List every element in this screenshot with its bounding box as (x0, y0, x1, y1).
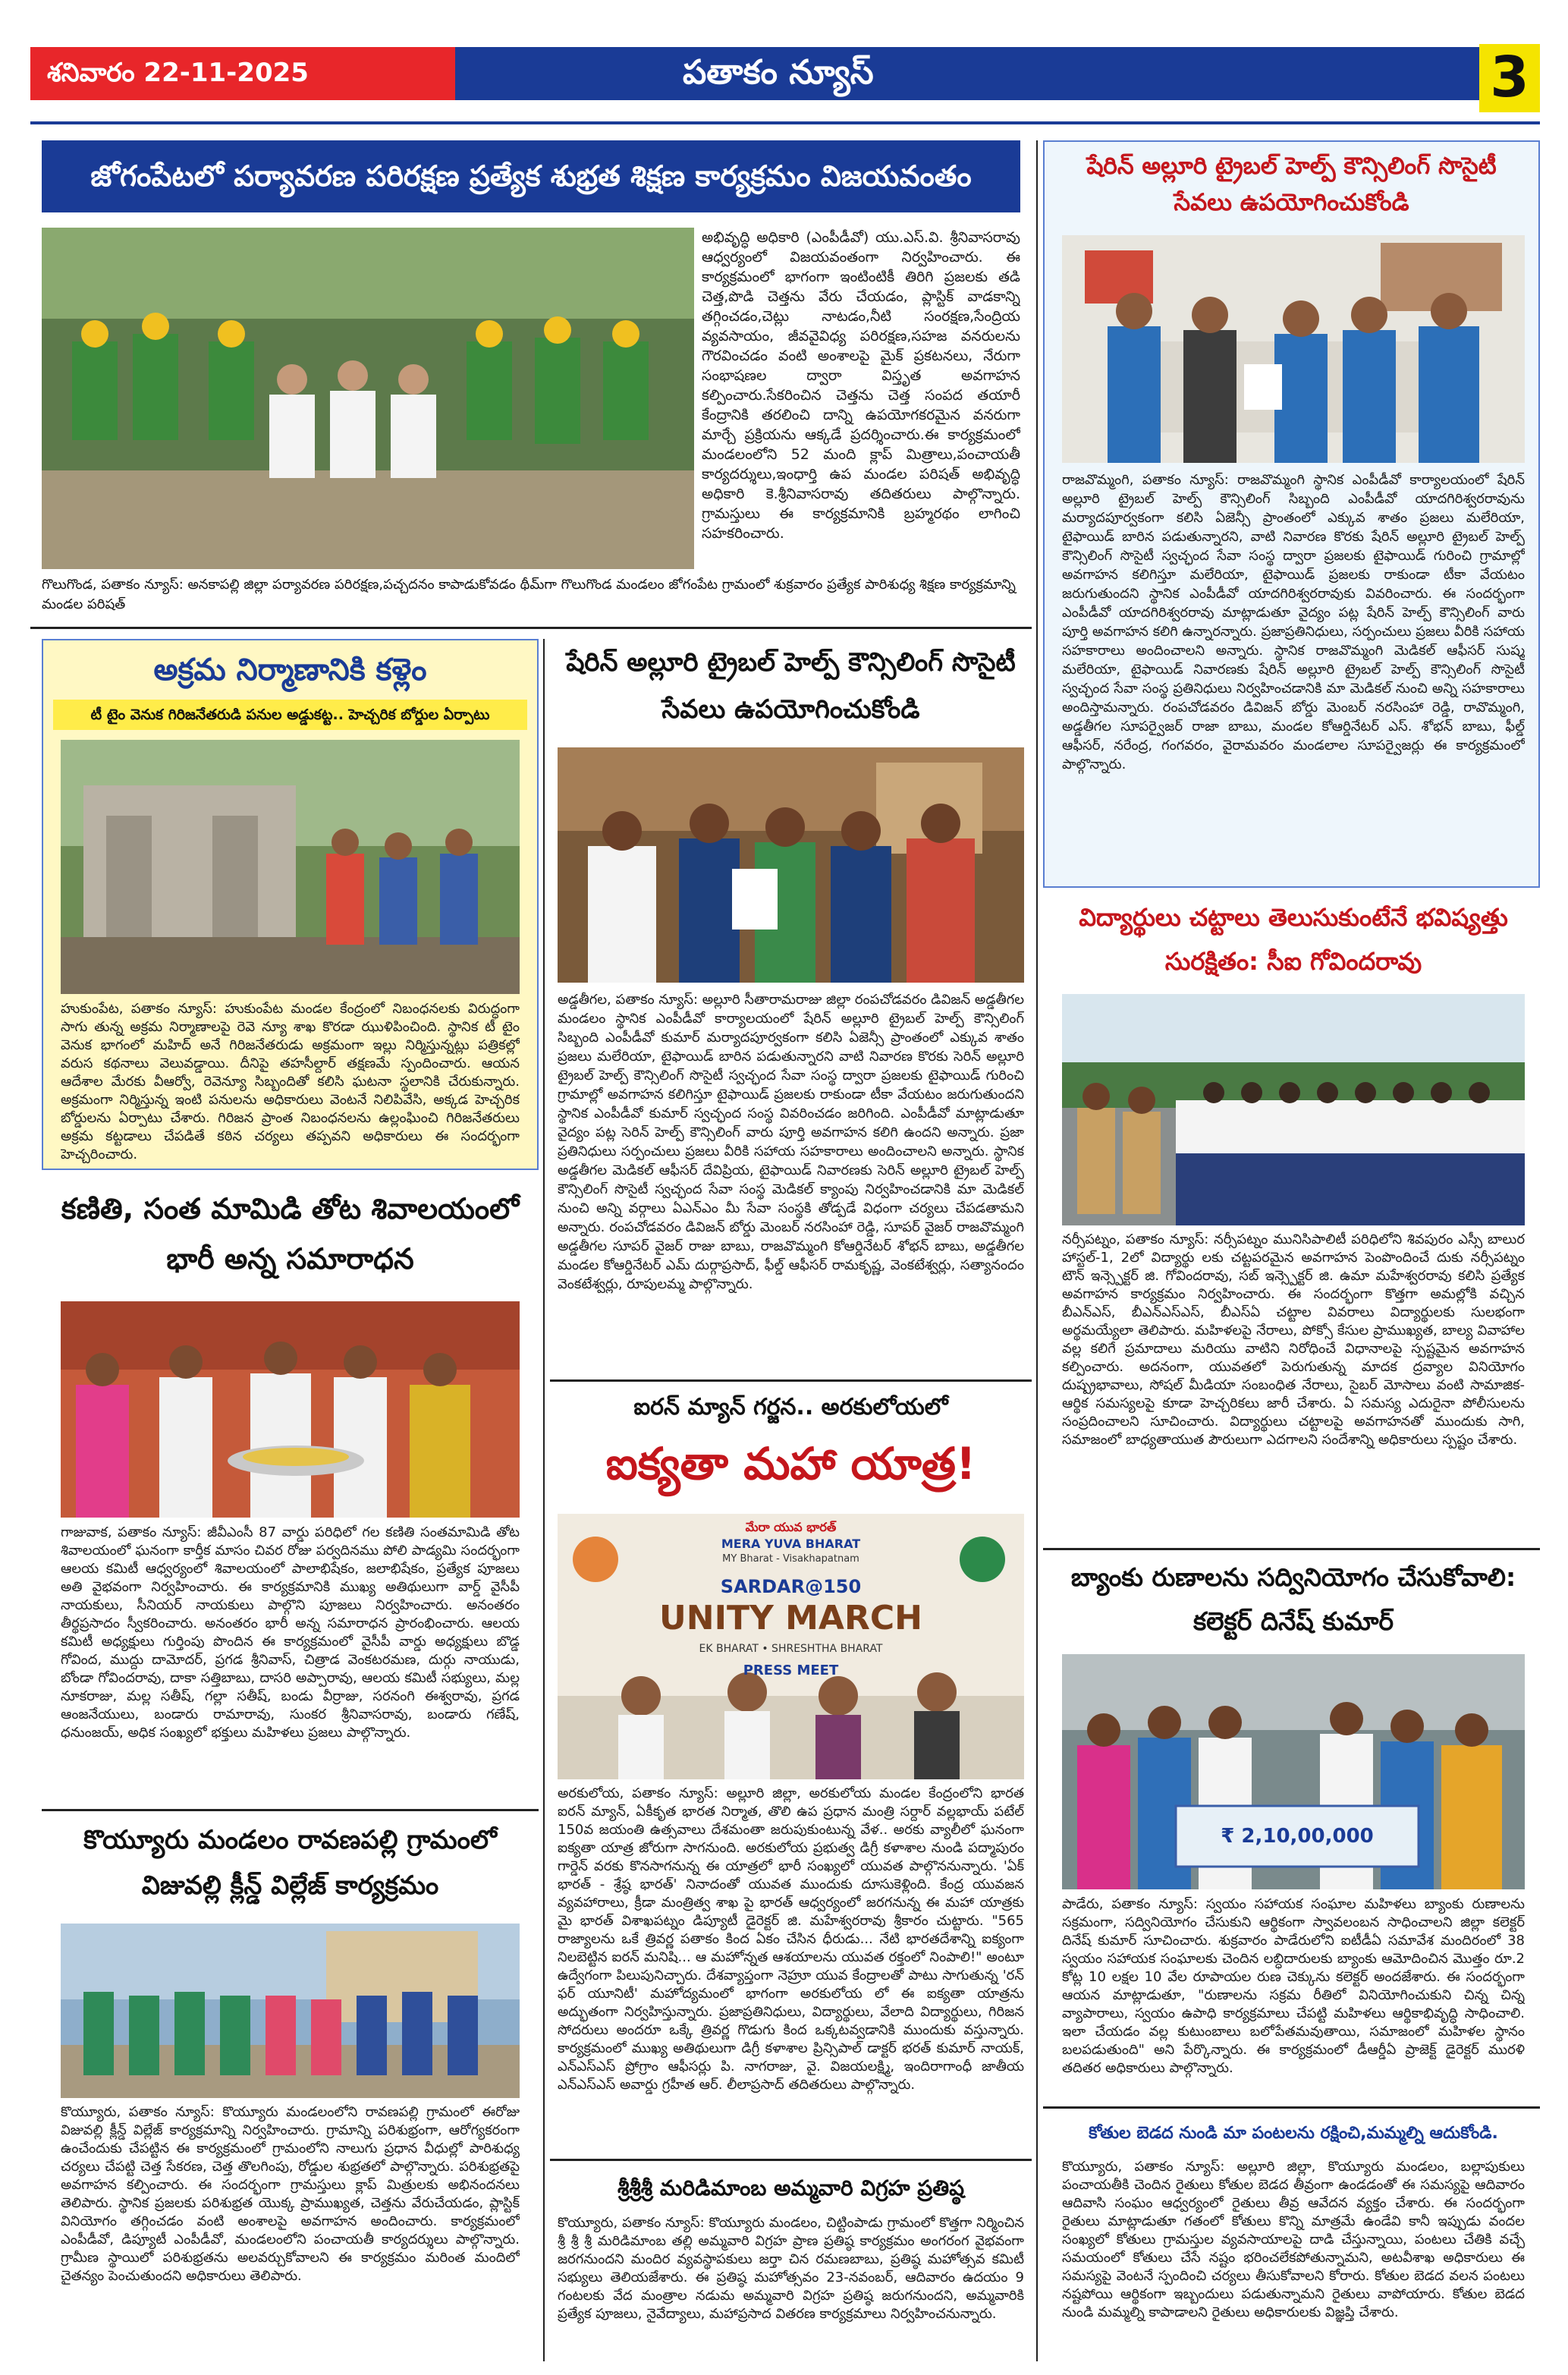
story1-caption: గొలుగొండ, పతాకం న్యూస్: అనకాపల్లి జిల్లా పర్యావరణ పరిరక్షణ,పచ్చదనం కాపాడుకోవడం థీమ్‌గా గొలుగొండ మండలం జోగంపేట గ్రామంలో శుక్రవారం ప్రత్యేక పారిశుధ్య శిక్షణ కార్యక్రమాన్ని మండల పరిషత్ (42, 577, 1016, 612)
story8-body: కొయ్యూరు, పతాకం న్యూస్: కొయ్యూరు మండలం, చిట్టింపాడు గ్రామంలో కొత్తగా నిర్మించిన శ్రీ శ్రీ శ్రీ మరిడిమాంబ తల్లి అమ్మవారి విగ్రహ ప్రాణ ప్రతిష్ఠ కార్యక్రమం అంగరంగ వైభవంగా జరగనుందని మందిర వ్యవస్థాపకులు జర్తా చిన రమణబాబు, ప్రతిష్ఠ మహోత్సవ కమిటీ సభ్యులు తెలియజేశారు. ఈ ప్రతిష్ఠ మహోత్సవం 23-నవంబర్, ఆదివారం ఉదయం 9 గంటలకు వేద మంత్రాల నడుమ అమ్మవారి విగ్రహ ప్రతిష్ఠ జరుగనుందని, అమ్మవారికి ప్రత్యేక పూజలు, నైవేద్యాలు, మహాప్రసాద వితరణ కార్యక్రమాలు నిర్వహించనున్నారు. (558, 2215, 1024, 2322)
story1-headline: జోగంపేటలో పర్యావరణ పరిరక్షణ ప్రత్యేక శుభ్రత శిక్షణ కార్యక్రమం విజయవంతం (42, 140, 1020, 212)
divider (1043, 2106, 1540, 2109)
story3-subhead: టీ టైం వెనుక గిరిజనేతరుడి పనుల అడ్డుకట్ట.. హెచ్చరిక బోర్డుల ఏర్పాటు (53, 700, 527, 730)
poster-line: EK BHARAT • SHRESHTHA BHARAT (699, 1643, 883, 1655)
divider (550, 1379, 1032, 1382)
masthead-title: పతాకం న్యూస్ (455, 47, 1479, 100)
poster-line: SARDAR@150 (720, 1576, 862, 1597)
story9-headline: విద్యార్థులు చట్టాలు తెలుసుకుంటేనే భవిష్యత్తు సురక్షితం: సీఐ గోవిందరావు (1079, 903, 1508, 976)
story7-body: అరకులోయ, పతాకం న్యూస్: అల్లూరి జిల్లా, అరకులోయ మండల కేంద్రంలోని భారత ఐరన్ మ్యాన్, ఏకీకృత భారత నిర్మాత, తొలి ఉప ప్రధాన మంత్రి సర్దార్ వల్లభాయ్ పటేల్ 150వ జయంతి ఉత్సవాలు దేశమంతా జరుపుకుంటున్న వేళ.. అరకు వ్యాలీలో ఘనంగా ఐక్యతా యాత్ర జోరుగా సాగనుంది. అరకులోయ ప్రభుత్వ డిగ్రీ కళాశాల నుండి పద్మాపురం గార్డెన్ వరకు కొనసాగనున్న ఈ యాత్రలో భారీ సంఖ్యలో యువత పాల్గొననున్నారు. 'ఏక్ భారత్ - శ్రేష్ఠ భారత్' నినాదంతో యువత ముందుకు దూసుకెళ్లింది. కేంద్ర యువజన వ్యవహారాలు, క్రీడా మంత్రిత్వ శాఖ పై భారత్ ఆధ్వర్యంలో జరగనున్న ఈ మహా యాత్రకు మై భారత్ విశాఖపట్నం డిప్యూటీ డైరెక్టర్ జి. మహేశ్వరరావు శ్రీకారం చుట్టారు. "565 రాజ్యాలను ఒకే త్రివర్ణ పతాకం కింద ఏకం చేసిన ధీరుడు... నేటి భారతదేశాన్ని ఐక్యంగా నిలబెట్టిన ఐరన్ మనిషి... ఆ మహోన్నత ఆశయాలను యువత రక్తంలో నింపాలి!" అంటూ ఉద్వేగంగా పిలుపునిచ్చారు. దేశవ్యాప్తంగా నెహ్రూ యువ కేంద్రాలతో పాటు సాగుతున్న 'రన్ ఫర్ యూనిటీ' మహోద్యమంలో భాగంగా అరకులోయ లో ఈ ఐక్యతా యాత్రను అద్భుతంగా నిర్వహిస్తున్నారు. ప్రజాప్రతినిధులు, విద్యార్థులు, వేలాది విద్యార్థులు, గిరిజన సోదరులు అందరూ ఒక్కే త్రివర్ణ గొడుగు కింద ఒక్కటవ్వడానికి ముందుకు వస్తున్నారు. కార్యక్రమంలో ముఖ్య అతిథులుగా డిగ్రీ కళాశాల ప్రిన్సిపాల్ డాక్టర్ భరత్ కుమార్ నాయక్, ఎన్ఎస్ఎస్ ప్రోగ్రాం ఆఫీసర్లు పి. నాగరాజు, వై. విజయలక్ష్మి, ఇందిరాగాంధీ జాతీయ ఎన్ఎస్ఎస్ అవార్డు గ్రహీత ఆర్. లీలాప్రసాద్ తదితరులు పాల్గొన్నారు. (558, 1785, 1024, 2093)
divider (1043, 1548, 1540, 1550)
poster-line: మేరా యువ భారత్ (745, 1520, 837, 1534)
story8-headline: శ్రీశ్రీశ్రీ మరిడిమాంబ అమ్మవారి విగ్రహ ప్రతిష్ఠ (617, 2175, 965, 2200)
column-divider (543, 639, 545, 2361)
poster-line: UNITY MARCH (659, 1599, 922, 1637)
story11-body: కొయ్యూరు, పతాకం న్యూస్: అల్లూరి జిల్లా, కొయ్యూరు మండలం, బల్లాపుకులు పంచాయతీకి చెందిన రైతులు కోతుల బెడద తీవ్రంగా ఉండడంతో ఈ సమస్యపై ఆదివారం ఆదివాసి సంఘం ఆధ్వర్యంలో రైతులు తీవ్ర ఆవేదన వ్యక్తం చేశారు. ఈ సందర్భంగా రైతులు మాట్లాడుతూ గతంలో కోతులు కొన్ని మాత్రమే ఉండేవి కానీ ఇప్పుడు వందల సంఖ్యలో కోతులు గ్రామస్తుల వ్యవసాయాలపై దాడి చేస్తున్నాయి, పంటలు చేతికి వచ్చే సమయంలో కోతులు చేసే నష్టం భరించలేకపోతున్నామని, అటవీశాఖ అధికారులు ఈ సమస్యపై వెంటనే స్పందించి చర్యలు తీసుకోవాలని కోరారు. కోతుల బెడద వలన పంటలు నష్టపోయి ఆర్థికంగా ఇబ్బందులు పడుతున్నామని రైతులు వాపోయారు. కోతుల బెడద నుండి మమ్మల్ని కాపాడాలని రైతులు అధికారులకు విజ్ఞప్తి చేశారు. (1062, 2159, 1525, 2320)
column-divider (1036, 140, 1038, 2361)
story2-body: రాజవొమ్మంగి, పతాకం న్యూస్: రాజవొమ్మంగి స్థానిక ఎంపీడీవో కార్యాలయంలో షేరిన్ అల్లూరి ట్రైబల్ హెల్ప్ కౌన్సిలింగ్ సిబ్బంది ఎంపీడీవో యాదగిరిశ్వరరావును మర్యాదపూర్వకంగా కలిసి ఏజెన్సీ ప్రాంతంలో ఎక్కువ శాతం ప్రజలు మలేరియా, టైఫాయిడ్ బారిన పడుతున్నారని, వాటి నివారణ కొరకు షేరిన్ అల్లూరి ట్రైబల్ హెల్ప్ కౌన్సిలింగ్ సొసైటీ స్వచ్ఛంద సేవా సంస్థ ద్వారా ప్రజలకు టైఫాయిడ్ గురించి గ్రామాల్లో అవగాహన కలిగిస్తూ మలేరియా, టైఫాయిడ్ ప్రజలకు రాకుండా టీకా వేయటం జరుగుతుందని స్థానిక ఎంపీడీవో యాదగిరిశ్వరరావుకు వివరించారు. ఈ సందర్భంగా ఎంపీడీవో యాదగిరిశ్వరరావు మాట్లాడుతూ వైద్యం పట్ల షేరిన్ హెల్ప్ కౌన్సిలింగ్ వారు పూర్తి అవగాహన కలిగి ఉన్నారన్నారు. ప్రజాప్రతినిధులు, సర్పంచులు ప్రజలు వీరికి సహాయ సహకారాలు అందించాలని అన్నారు. స్థానిక రాజవొమ్మంగి మెడికల్ ఆఫీసర్ సుష్మ మలేరియా, టైఫాయిడ్ నివారణకు షేరిన్ అల్లూరి ట్రైబల్ హెల్ప్ కౌన్సిలింగ్ సొసైటీ స్వచ్ఛంద సేవా సంస్థ ప్రతినిధులు నిర్వహించడానికి మా మెడికల్ నుంచి అన్ని సహకారాలు అందిస్తామన్నారు. రంపచోడవరం డివిజన్ బోర్డు మెంబర్ నరసింహా రెడ్డి, రావొమ్మంగి, అడ్డతీగల సూపర్వైజర్ రాజా బాబు, మండల కోఆర్డినేటర్ ఎస్. శోభన్ బాబు, ఫీల్డ్ ఆఫీసర్, నరేంద్ర, గంగవరం, వైరామవరం మండలాల సూపర్వైజర్లు ఈ కార్యక్రమంలో పాల్గొన్నారు. (1062, 472, 1525, 772)
story10-photo (1062, 1654, 1525, 1889)
story5-headline: కొయ్యూరు మండలం రావణపల్లి గ్రామంలో విజువల్లి క్లీన్డ్ విల్లేజ్ కార్యక్రమం (83, 1825, 497, 1901)
story5-photo (61, 1924, 520, 2098)
divider (30, 627, 1032, 629)
story5-body: కొయ్యూరు, పతాకం న్యూస్: కొయ్యూరు మండలంలోని రావణపల్లి గ్రామంలో ఈరోజు విజువల్లి క్లీన్డ్ విల్లేజ్ కార్యక్రమాన్ని నిర్వహించారు. గ్రామాన్ని పరిశుభ్రంగా, ఆరోగ్యకరంగా ఉంచేందుకు చేపట్టిన ఈ కార్యక్రమంలో గ్రామంలోని నాలుగు ప్రధాన వీధుల్లో పారిశుధ్య చర్యలు చేపట్టి చెత్త సేకరణ, చెత్త తొలగింపు, రోడ్డుల శుభ్రతలో పాల్గొన్నారు. పరిశుభ్రతపై అవగాహన కల్పించారు. ఈ సందర్భంగా గ్రామస్తులు క్లాప్ మిత్రులకు అభినందనలు తెలిపారు. స్థానిక ప్రజలకు పరిశుభ్రత యొక్క ప్రాముఖ్యత, చెత్తను వేరుచేయడం, ప్లాస్టిక్ వినియోగం తగ్గించడం వంటి అంశాలపై అవగాహన అందించారు. కార్యక్రమంలో ఎంపీడీవో, డిప్యూటీ ఎంపీడీవో, మండలంలోని పంచాయతీ కార్యదర్శులు పాల్గొన్నారు. గ్రామీణ స్థాయిలో పరిశుభ్రతను అలవర్చుకోవాలని ఈ కార్యక్రమం మరింత మందిలో చైతన్యం పెంచుతుందని అధికారులు తెలిపారు. (61, 2104, 520, 2284)
story9-photo (1062, 994, 1525, 1225)
story10-body: పాడేరు, పతాకం న్యూస్: స్వయం సహాయక సంఘాల మహిళలు బ్యాంకు రుణాలను సక్రమంగా, సద్వినియోగం చేసుకుని ఆర్థికంగా స్వావలంబన సాధించాలని జిల్లా కలెక్టర్ దినేష్ కుమార్ సూచించారు. శుక్రవారం పాడేరులోని ఐటీడీఏ సమావేశ మందిరంలో 38 స్వయం సహాయక సంఘాలకు చెందిన లబ్ధిదారులకు బ్యాంకు ఆమోదించిన మొత్తం రూ.2 కోట్ల 10 లక్షల 10 వేల రూపాయల రుణ చెక్కును కలెక్టర్ అందజేశారు. ఈ సందర్భంగా ఆయన మాట్లాడుతూ, "రుణాలను సక్రమ రీతిలో వినియోగించుకుని చిన్న చిన్న వ్యాపారాలు, స్వయం ఉపాధి కార్యక్రమాలు చేపట్టి మహిళలు ఆర్థికాభివృద్ధి సాధించాలి. ఇలా చేయడం వల్ల కుటుంబాలు బలోపేతమవుతాయి, సమాజంలో మహిళల స్థానం బలపడుతుంది" అని పేర్కొన్నారు. ఈ కార్యక్రమంలో డీఆర్డీఏ ప్రాజెక్ట్ డైరెక్టర్ మురళి తదితర అధికారులు పాల్గొన్నారు. (1062, 1896, 1525, 2076)
masthead-date: శనివారం 22-11-2025 (30, 47, 455, 100)
story1-photo (42, 228, 694, 569)
divider (42, 1809, 539, 1811)
story2-photo (1062, 235, 1525, 463)
page-number: 3 (1479, 44, 1540, 112)
poster-line: MERA YUVA BHARAT (721, 1537, 861, 1551)
story3-headline: అక్రమ నిర్మాణానికి కళ్లెం (153, 653, 427, 687)
story7-kicker: ఐరన్ మ్యాన్ గర్జన.. అరకులోయలో (633, 1394, 948, 1420)
poster-line: MY Bharat - Visakhapatnam (722, 1553, 859, 1565)
story7-photo (558, 1514, 1024, 1779)
story11-headline: కోతుల బెడద నుండి మా పంటలను రక్షించి,మమ్మల్ని ఆదుకోండి. (1089, 2124, 1498, 2143)
story3-photo (61, 740, 520, 994)
divider (550, 2159, 1032, 2161)
cheque-amount: ₹ 2,10,00,000 (1221, 1825, 1374, 1848)
story4-headline: కణితి, సంత మామిడి తోట శివాలయంలో భారీ అన్న సమారాధన (61, 1192, 520, 1276)
story1-body: అభివృద్ధి అధికారి (ఎంపీడీవో) యు.ఎస్.వి. శ్రీనివాసరావు ఆధ్వర్యంలో విజయవంతంగా నిర్వహించారు. ఈ కార్యక్రమంలో భాగంగా ఇంటింటికీ తిరిగి ప్రజలకు తడి చెత్త,పొడి చెత్తను వేరు చేయడం, ప్లాస్టిక్ వాడకాన్ని తగ్గించడం,చెట్లు నాటడం,నీటి సంరక్షణ,సేంద్రియ వ్యవసాయం, జీవవైవిధ్య పరిరక్షణ,సహజ వనరులను గౌరవించడం వంటి అంశాలపై మైక్ ప్రకటనలు, నేరుగా సంభాషణల ద్వారా విస్తృత అవగాహన కల్పించారు.సేకరించిన చెత్తను చెత్త సంపద తయారీ కేంద్రానికి తరలించి దాన్ని ఉపయోగకరమైన వనరుగా మార్చే ప్రక్రియను ఆక్కడే ప్రదర్శించారు.ఈ కార్యక్రమంలో మండలంలోని 52 మంది క్లాప్ మిత్రాలు,పంచాయతీ కార్యదర్శులు,ఇంధార్తి ఉప మండల పరిషత్ అభివృద్ధి అధికారి కె.శ్రీనివాసరావు తదితరులు పాల్గొన్నారు. గ్రామస్తులు ఈ కార్యక్రమానికి బ్రహ్మరథం లాగించి సహకరించారు. (702, 229, 1020, 542)
story6-body: అడ్డతీగల, పతాకం న్యూస్: అల్లూరి సీతారామరాజు జిల్లా రంపచోడవరం డివిజన్ అడ్డతీగల మండలం స్థానిక ఎంపీడీవో కార్యాలయంలో షేరిన్ అల్లూరి ట్రైబల్ హెల్ప్ కౌన్సిలింగ్ సిబ్బంది ఎంపీడీవో కుమార్ మర్యాదపూర్వకంగా కలిసి ఏజెన్సీ ప్రాంతంలో ఎక్కువ శాతం ప్రజలు మలేరియా, టైఫాయిడ్ బారిన పడుతున్నారని వాటి నివారణ కొరకు సెరిన్ అల్లూరి ట్రైబల్ హెల్ప్ కౌన్సిలింగ్ సొసైటీ స్వచ్ఛంద సేవా సంస్థ ద్వారా ప్రజలకు టైఫాయిడ్ గురించి గ్రామాల్లో అవగాహన కలిగిస్తూ టైఫాయిడ్ ప్రజలకు రాకుండా టీకా వేయటం జరుగుతుందని స్థానిక ఎంపీడీవో కుమార్ స్వచ్ఛంద సంస్థ వివరించడం జరిగింది. ఎంపీడీవో మాట్లాడుతూ వైద్యం పట్ల సెరిన్ హెల్ప్ కౌన్సిలింగ్ వారు పూర్తి అవగాహన కలిగి ఉందని అన్నారు. ప్రజా ప్రతినిధులు సర్పంచులు ప్రజలు వీరికి సహాయ సహకారాలు అందించాలని అన్నారు. స్థానిక అడ్డతీగల మెడికల్ ఆఫీసర్ దేవిప్రియ, టైఫాయిడ్ నివారణకు సెరిన్ అల్లూరి ట్రైబల్ హెల్ప్ కౌన్సిలింగ్ సొసైటీ స్వచ్ఛంద సేవా సంస్థ మెడికల్ క్యాంపు నిర్వహించడానికి మా మెడికల్ నుంచి అన్ని వర్గాలు ఏఎన్ఎం మీ సేవా సంస్థకి తోడ్పడే విధంగా చర్యలు చేపడతామని అన్నారు. రంపచోడవరం డివిజన్ బోర్డు మెంబర్ నరసింహా రెడ్డి, సూపర్ వైజర్ రాజవొమ్మంగి అడ్డతీగల సూపర్ వైజర్ రాజు బాబు, రాజవొమ్మంగి కోఆర్డినేటర్ శోభన్ బాబు, అడ్డతీగల మండల కోఆర్డినేటర్ ఎమ్ దుర్గాప్రసాద్, ఫీల్డ్ ఆఫీసర్ రామకృష్ణ, వెంకటేశ్వర్లు, సత్యానందం వెంకటేశ్వర్లు, రూపులమ్మ పాల్గొన్నారు. (558, 992, 1024, 1292)
story10-headline: బ్యాంకు రుణాలను సద్వినియోగం చేసుకోవాలి: కలెక్టర్ దినేష్ కుమార్ (1070, 1562, 1516, 1636)
story3-body: హుకుంపేట, పతాకం న్యూస్: హుకుంపేట మండల కేంద్రంలో నిబంధనలకు విరుద్ధంగా సాగు తున్న అక్రమ నిర్మాణాలపై రెవె న్యూ శాఖ కొరడా ఝుళిపించింది. స్థానిక టీ టైం వెనుక భాగంలో మహిద్ అనే గిరిజనేతరుడు అక్రమంగా ఇల్లు నిర్మిస్తున్నట్లు పత్రికల్లో వరుస కథనాలు వెలువడ్డాయి. దీనిపై తహసీల్దార్ తక్షణమే స్పందించారు. ఆయన ఆదేశాల మేరకు వీఆర్వో, రెవెన్యూ సిబ్బందితో కలిసి ఘటనా స్థలానికి చేరుకున్నారు. అక్రమంగా నిర్మిస్తున్న ఇంటి పనులను అధికారులు వెంటనే నిలిపివేసి, అక్కడ హెచ్చరిక బోర్డులను ఏర్పాటు చేశారు. గిరిజన ప్రాంత నిబంధనలను ఉల్లంఘించి గిరిజనేతరులు అక్రమ కట్టడాలు చేపడితే కఠిన చర్యలు తప్పవని అధికారులు ఈ సందర్భంగా హెచ్చరించారు. (61, 1001, 520, 1162)
story2-headline: షేరిన్ అల్లూరి ట్రైబల్ హెల్ప్ కౌన్సిలింగ్ సొసైటీ సేవలు ఉపయోగించుకోండి (1086, 153, 1497, 216)
poster-line: PRESS MEET (743, 1662, 839, 1678)
story4-photo (61, 1301, 520, 1518)
story6-headline: షేరిన్ అల్లూరి ట్రైబల్ హెల్ప్ కౌన్సిలింగ్ సొసైటీ సేవలు ఉపయోగించుకోండి (566, 647, 1016, 725)
story4-body: గాజువాక, పతాకం న్యూస్: జీవీఎంసీ 87 వార్డు పరిధిలో గల కణితి సంతమామిడి తోట శివాలయంలో ఘనంగా కార్తీక మాసం చివర రోజు పర్వదినము పోలి పాడ్యమి సందర్భంగా ఆలయ కమిటీ ఆధ్వర్యంలో శివాలయంలో పాలాభిషేకం, జలాభిషేకం, ప్రత్యేక పూజలు అతి వైభవంగా నిర్వహించారు. ఈ కార్యక్రమానికి ముఖ్య అతిథులుగా వార్డ్ వైసీపీ నాయకులు, సీనియర్ నాయకులు పాల్గొని పూజలు నిర్వహించారు. అనంతరం తీర్థప్రసాదం స్వీకరించారు. అనంతరం భారీ అన్న సమారాధన ప్రారంభించారు. ఆలయ కమిటీ అధ్యక్షులు గుర్తింపు పొందిన ఈ కార్యక్రమంలో వైసీపీ వార్డు అధ్యక్షులు బొడ్డ గోవింద, ముద్దు దామోదర్, ప్రగడ శ్రీనివాస్, చిత్రాడ వెంకటరమణ, దుర్గు నాయుడు, బోండా గోవిందరావు, దాకా సత్తిబాబు, దాసరి అప్పారావు, ఆలయ కమిటీ సభ్యులు, మల్ల నూకరాజు, మల్ల సతీష్, గల్లా సతీష్, బండు వీర్రాజు, సరనంగి ఈశ్వరావు, ప్రగడ ఆంజనేయులు, బండారు రామారావు, సుంకర శ్రీనివాసరావు, బండారు గణేష్, ధనుంజయ్, అధిక సంఖ్యలో భక్తులు మహిళలు ప్రజలు పాల్గొన్నారు. (61, 1524, 520, 1741)
story6-photo (558, 747, 1024, 983)
story7-headline: ఐక్యతా మహా యాత్ర! (605, 1438, 976, 1489)
masthead-divider (30, 121, 1540, 124)
story9-body: నర్సీపట్నం, పతాకం న్యూస్: నర్సీపట్నం మునిసిపాలిటీ పరిధిలోని శివపురం ఎస్సీ బాలుర హాస్టల్-1, 2లో విద్యార్థు లకు చట్టపరమైన అవగాహన పెంపొందించే దుకు నర్సీపట్నం టౌన్ ఇన్స్పెక్టర్ జి. గోవిందరావు, సబ్ ఇన్స్పెక్టర్ జి. ఉమా మహేశ్వరరావు కలిసి ప్రత్యేక అవగాహన కార్యక్రమం నిర్వహించారు. ఈ సందర్భంగా కొత్తగా అమల్లోకి వచ్చిన బీఎన్ఎస్, బీఎన్ఎస్ఎస్, బీఎస్ఏ చట్టాల వివరాలు విద్యార్థులకు సులభంగా అర్థమయ్యేలా తెలిపారు. మహిళలపై నేరాలు, పోక్సో కేసుల ప్రాముఖ్యత, బాల్య వివాహాల వల్ల కలిగే ప్రమాదాలు మరియు వాటిని నిరోధించే విధానాలపై స్పష్టమైన అవగాహన కల్పించారు. అదనంగా, యువతలో పెరుగుతున్న మాదక ద్రవ్యాల వినియోగం దుష్ప్రభావాలు, సోషల్ మీడియా సంబంధిత నేరాలు, సైబర్ మోసాలు వంటి సామాజిక-ఆర్థిక సమస్యలపై కూడా హెచ్చరికలు జారీ చేశారు. ఏ సమస్య ఎదురైనా పోలీసులను సంప్రదించాలని సూచించారు. విద్యార్థులు చట్టాలపై అవగాహనతో ముందుకు సాగి, సమాజంలో బాధ్యతాయుత పౌరులుగా ఎదగాలని సందేశాన్ని అధికారులు స్పష్టం చేశారు. (1062, 1232, 1525, 1448)
